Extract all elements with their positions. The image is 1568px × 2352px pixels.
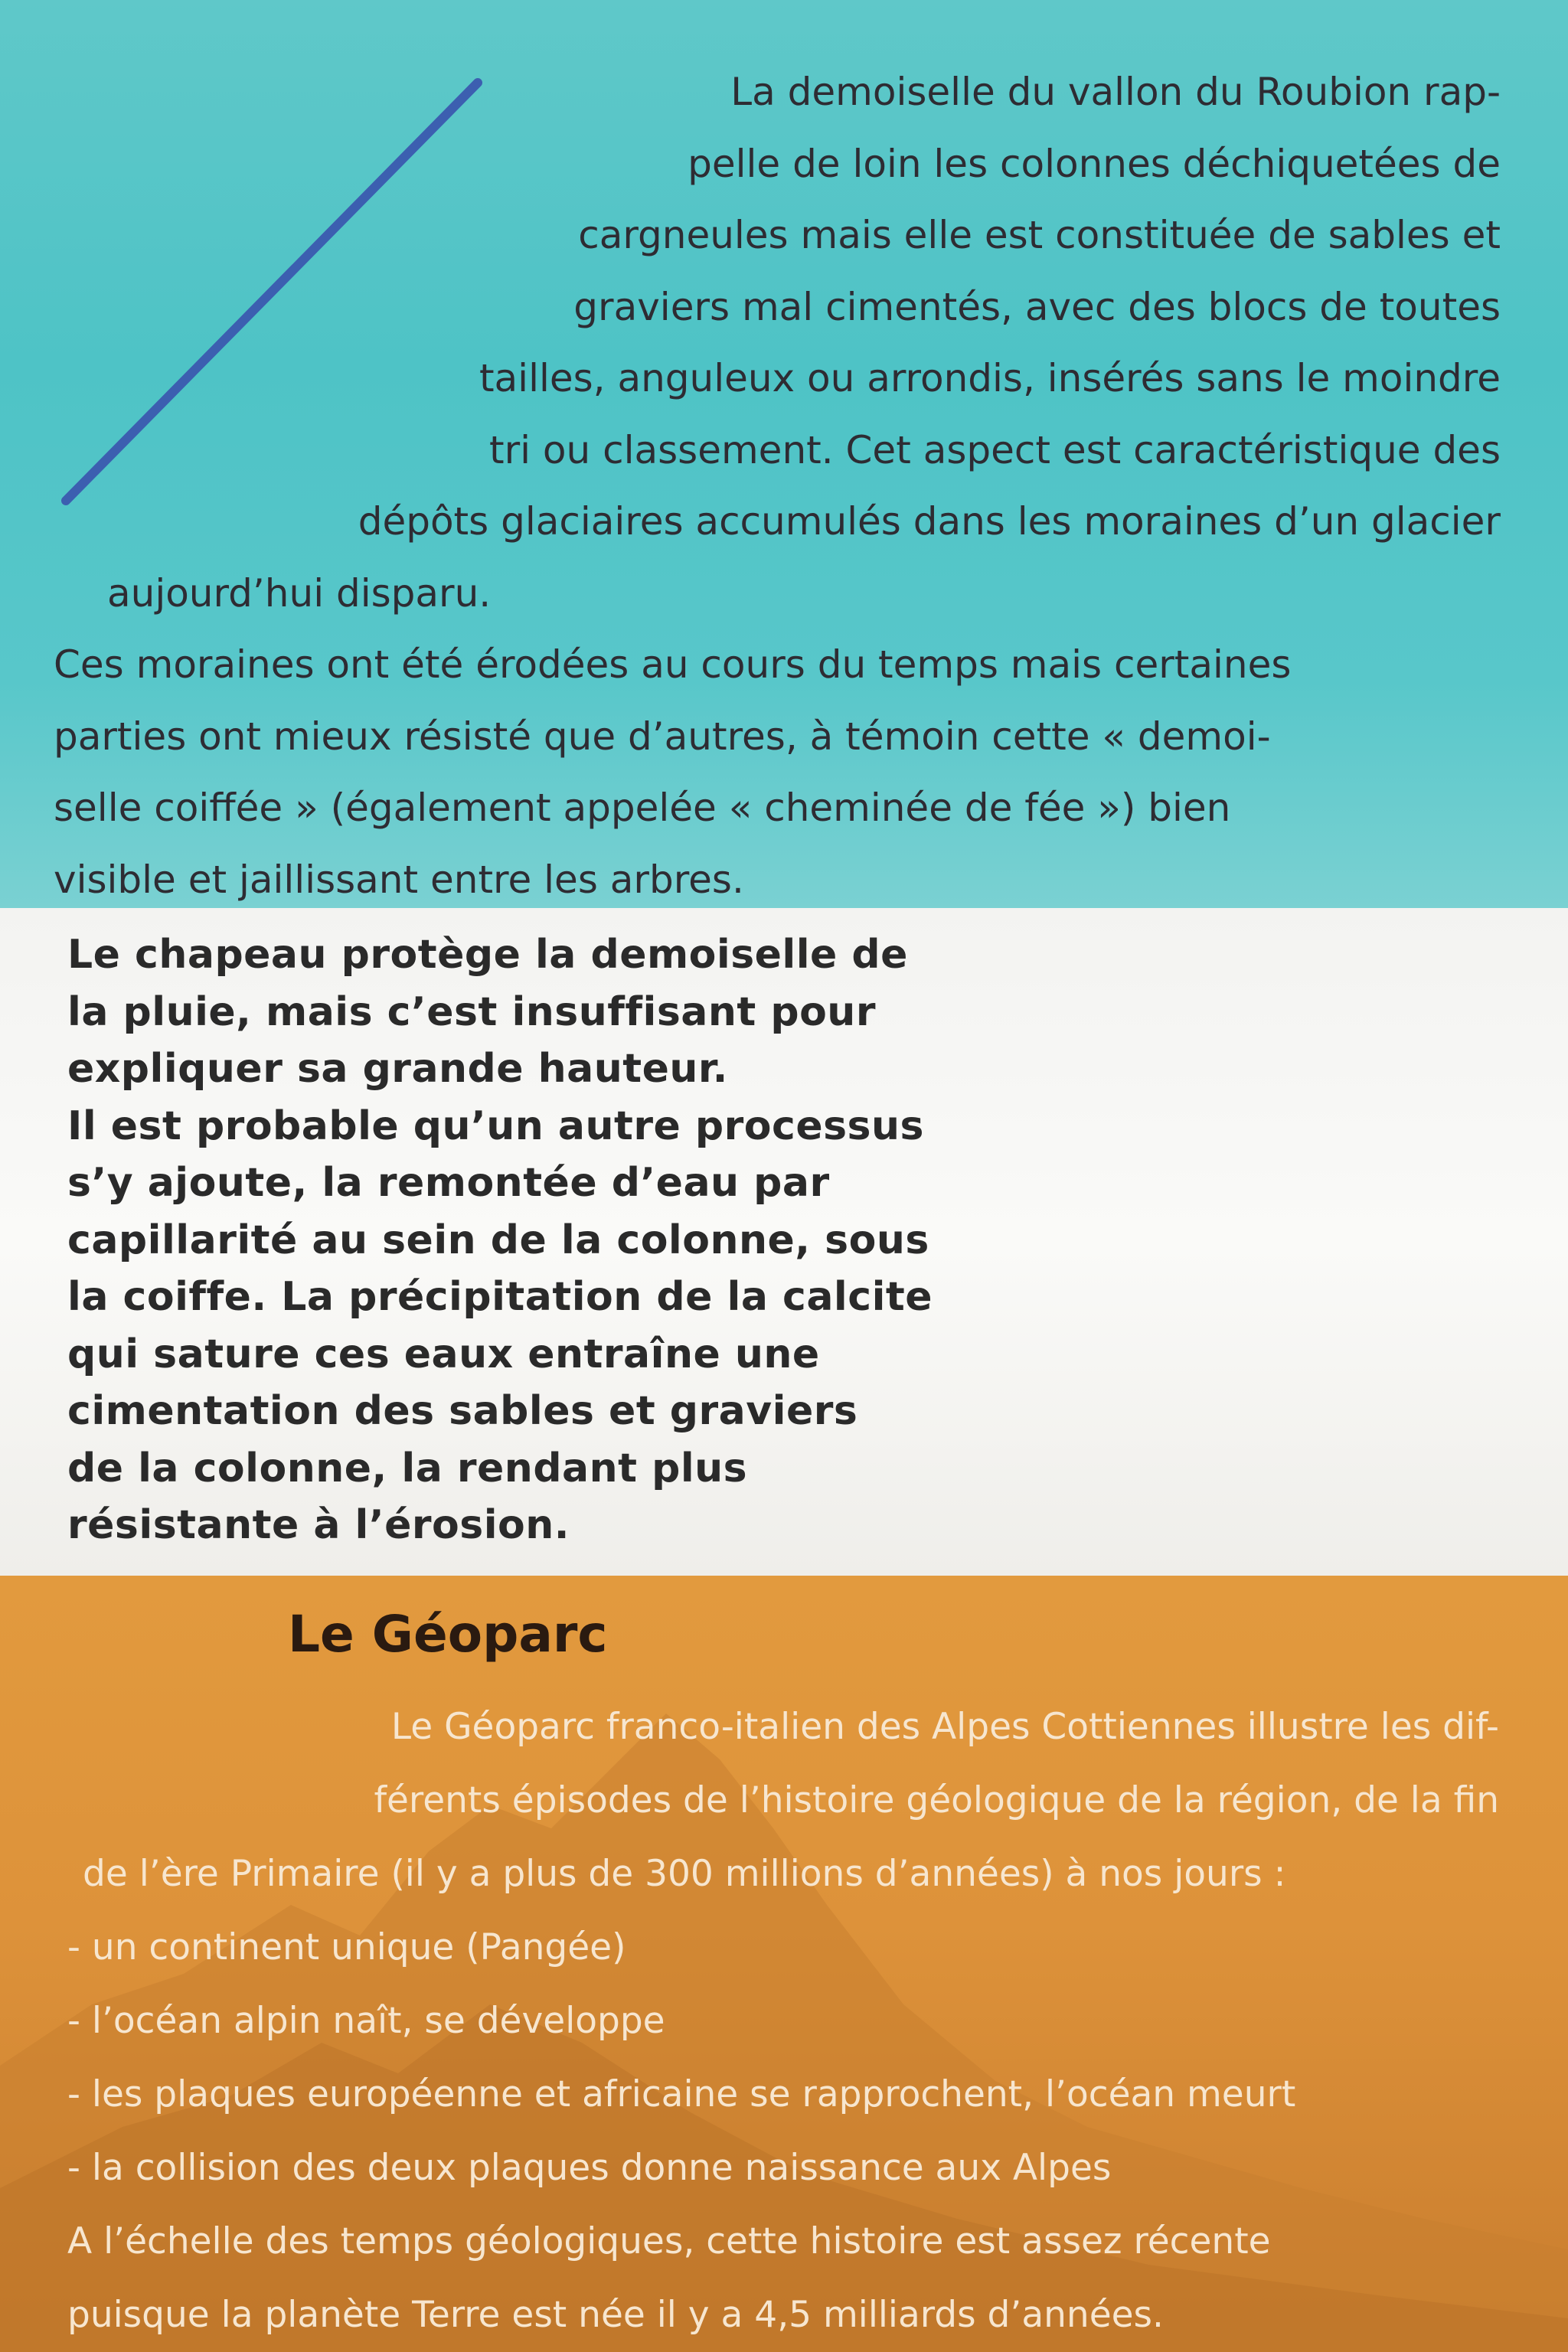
text-line: visible et jaillissant entre les arbres.: [54, 857, 744, 902]
list-item: - un continent unique (Pangée): [67, 1926, 626, 1968]
text-line: Il est probable qu’un autre processus: [67, 1102, 924, 1149]
text-line: puisque la planète Terre est née il y a 4,5 milliards d’années.: [67, 2294, 1164, 2336]
text-line: expliquer sa grande hauteur.: [67, 1046, 728, 1092]
text-line: pelle de loin les colonnes déchiquetées de: [688, 141, 1501, 186]
text-line: Ces moraines ont été érodées au cours du temps mais certaines: [54, 642, 1292, 687]
list-item: - l’océan alpin naît, se développe: [67, 2000, 665, 2042]
text-line: cargneules mais elle est constituée de sables et: [578, 213, 1501, 257]
text-line: dépôts glaciaires accumulés dans les moraines d’un glacier: [358, 499, 1501, 544]
text-line: aujourd’hui disparu.: [107, 570, 492, 616]
middle-text-panel: [0, 908, 1568, 1576]
text-line: de la colonne, la rendant plus: [67, 1445, 748, 1491]
text-line: Le Géoparc franco-italien des Alpes Cottiennes illustre les dif-: [390, 1706, 1499, 1748]
geoparc-title: Le Géoparc: [288, 1605, 608, 1664]
text-line: Le chapeau protège la demoiselle de: [67, 932, 908, 978]
middle-paragraph: [67, 926, 933, 1554]
geoparc-paragraph: [67, 1690, 1514, 2352]
text-line: cimentation des sables et graviers: [67, 1388, 858, 1434]
top-paragraph: [54, 57, 1554, 908]
text-line: graviers mal cimentés, avec des blocs de toutes: [573, 284, 1501, 329]
text-line: La demoiselle du vallon du Roubion rap-: [730, 70, 1501, 114]
text-line: résistante à l’érosion.: [67, 1502, 570, 1548]
text-line: selle coiffée » (également appelée « cheminée de fée ») bien: [54, 786, 1231, 830]
list-item: - les plaques européenne et africaine se rapprochent, l’océan meurt: [67, 2073, 1296, 2115]
text-line: qui sature ces eaux entraîne une: [67, 1331, 820, 1377]
text-line: capillarité au sein de la colonne, sous: [67, 1217, 929, 1263]
text-line: s’y ajoute, la remontée d’eau par: [67, 1160, 830, 1206]
text-line: la coiffe. La précipitation de la calcite: [67, 1274, 933, 1320]
bottom-geoparc-panel: [0, 1576, 1568, 2352]
text-line: la pluie, mais c’est insuffisant pour: [67, 988, 876, 1035]
list-item: - la collision des deux plaques donne naissance aux Alpes: [67, 2147, 1112, 2189]
text-line: de l’ère Primaire (il y a plus de 300 millions d’années) à nos jours :: [83, 1853, 1286, 1895]
text-line: férents épisodes de l’histoire géologique de la région, de la fin: [374, 1779, 1499, 1821]
text-line: parties ont mieux résisté que d’autres, à témoin cette « demoi-: [54, 714, 1271, 759]
text-line: tailles, anguleux ou arrondis, insérés sans le moindre: [479, 356, 1501, 400]
text-line: tri ou classement. Cet aspect est caractéristique des: [488, 427, 1501, 472]
text-line: A l’échelle des temps géologiques, cette histoire est assez récente: [67, 2220, 1271, 2262]
top-text-panel: [0, 0, 1568, 908]
